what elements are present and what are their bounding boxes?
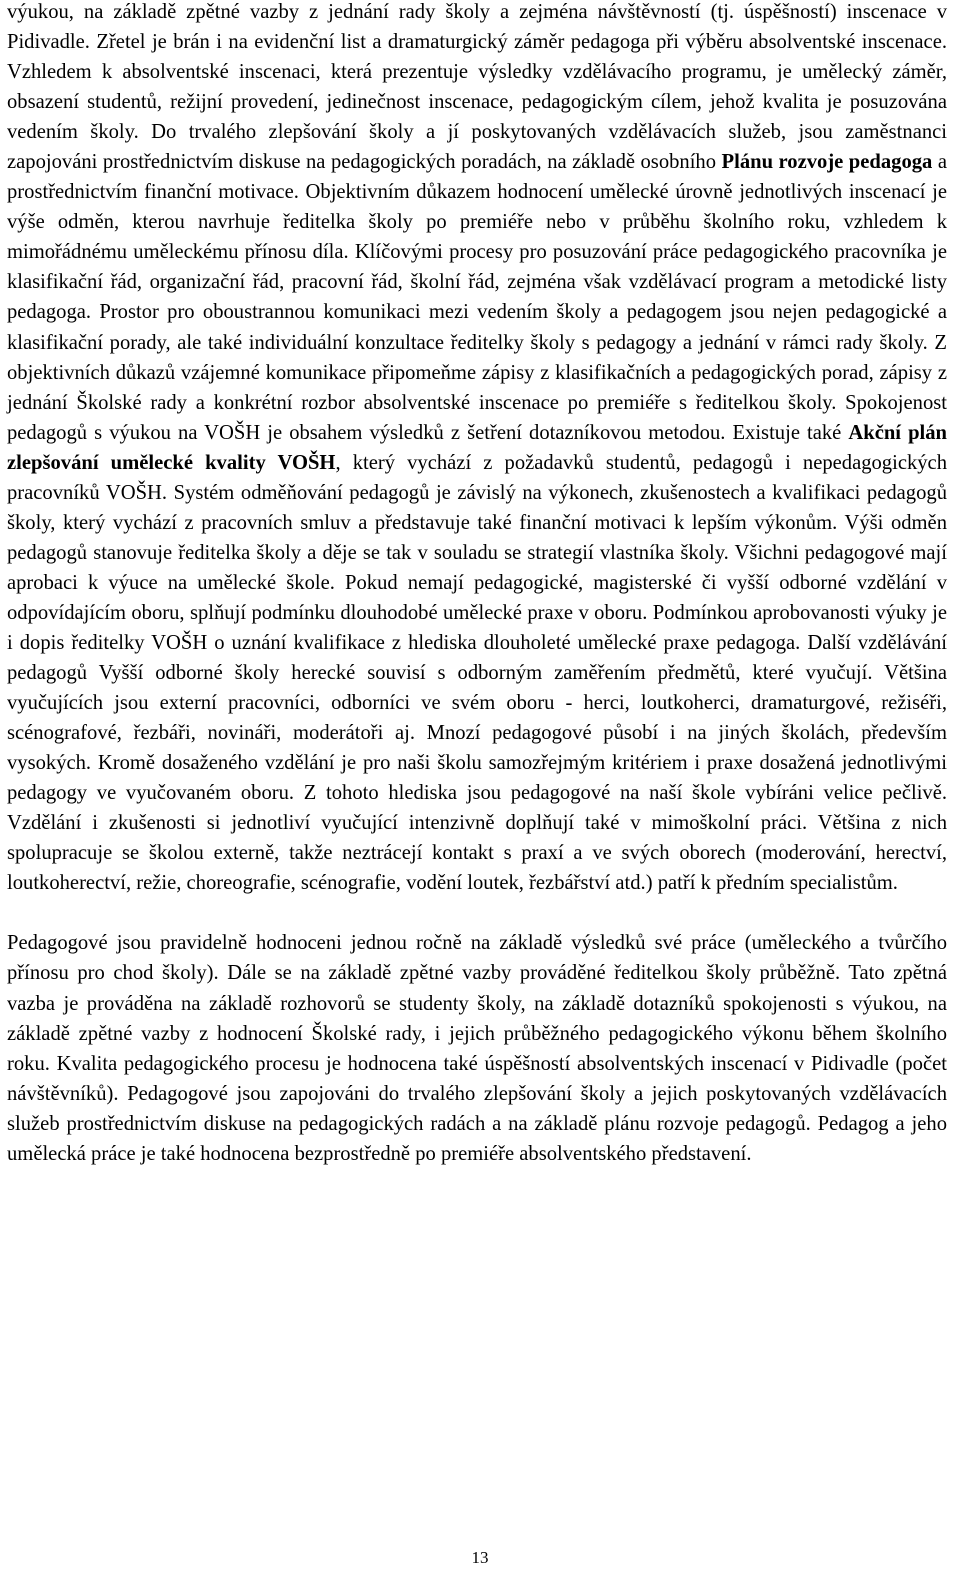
paragraph-1-text-a: výukou, na základě zpětné vazby z jednání rady školy a zejména návštěvností (tj. úspěšností) inscenace v Pidivadle. Zřetel je brán i na evidenční list a dramaturgický záměr pedagoga při výběru absolventské inscenace. Vzhledem k absolventské inscenaci, která prezentuje výsledky vzdělávacího programu, je umělecký záměr, obsazení studentů, režijní provedení, jedinečnost inscenace, pedagogickým cílem, jehož kvalita je posuzována vedením školy. Do trvalého zlepšování školy a jí poskytovaných vzdělávacích služeb, jsou zaměstnanci zapojováni prostřednictvím diskuse na pedagogických poradách, na základě osobního [7,1,947,174]
bold-term-action-plan: Akční plán zlepšování umělecké kvality VOŠH [7,421,947,474]
bold-term-development-plan: Plánu rozvoje pedagoga [721,151,933,174]
paragraph-1-text-b: a prostřednictvím finanční motivace. Objektivním důkazem hodnocení umělecké úrovně jednotlivých inscenací je výše odměn, kterou navrhuje ředitelka školy po premiéře nebo v průběhu školního roku, vzhledem k mimořádnému uměleckému přínosu díla. Klíčovými procesy pro posuzování práce pedagogického pracovníka je klasifikační řád, organizační řád, pracovní řád, školní řád, zejména však vzdělávací program a metodické listy pedagoga. Prostor pro oboustrannou komunikaci mezi vedením školy a pedagogem jsou nejen pedagogické a klasifikační porady, ale také individuální konzultace ředitelky školy s pedagogy a jednání v rámci rady školy. Z objektivních důkazů vzájemné komunikace připomeňme zápisy z klasifikačních a pedagogických porad, zápisy z jednání Školské rady a konkrétní rozbor absolventské inscenace po premiéře s ředitelkou školy. Spokojenost pedagogů s výukou na VOŠH je obsahem výsledků z šetření dotazníkovou metodou. Existuje také [7,151,947,444]
document-page [7,0,947,1169]
page-number: 13 [471,1548,489,1567]
paragraph-teacher-evaluation [7,0,947,898]
paragraph-regular-assessment: Pedagogové jsou pravidelně hodnoceni jednou ročně na základě výsledků své práce (uměleckého a tvůrčího přínosu pro chod školy). Dále se na základě zpětné vazby prováděné ředitelkou školy průběžně. Tato zpětná vazba je prováděna na základě rozhovorů se studenty školy, na základě dotazníků spokojenosti s výukou, na základě zpětné vazby z hodnocení Školské rady, i jejich průběžného pedagogického výkonu během školního roku. Kvalita pedagogického procesu je hodnocena také úspěšností absolventských inscenací v Pidivadle (počet návštěvníků). Pedagogové jsou zapojováni do trvalého zlepšování školy a jejich poskytovaných vzdělávacích služeb prostřednictvím diskuse na pedagogických radách a na základě plánu rozvoje pedagogů. Pedagog a jeho umělecká práce je také hodnocena bezprostředně po premiéře absolventského představení. [7,932,947,1165]
paragraph-1-text-c: , který vychází z požadavků studentů, pedagogů i nepedagogických pracovníků VOŠH. Systém odměňování pedagogů je závislý na výkonech, zkušenostech a kvalifikaci pedagogů školy, který vychází z pracovních smluv a představuje také finanční motivaci k lepším výkonům. Výši odměn pedagogů stanovuje ředitelka školy a děje se tak v souladu se strategií vlastníka školy. Všichni pedagogové mají aprobaci k výuce na umělecké škole. Pokud nemají pedagogické, magisterské či vyšší odborné vzdělání v odpovídajícím oboru, splňují podmínku dlouhodobé umělecké praxe v oboru. Podmínkou aprobovanosti výuky je i dopis ředitelky VOŠH o uznání kvalifikace z hlediska dlouholeté umělecké praxe pedagoga. Další vzdělávání pedagogů Vyšší odborné školy herecké souvisí s odborným zaměřením předmětů, které vyučují. Většina vyučujících jsou externí pracovníci, odborníci ve svém oboru - herci, loutkoherci, dramaturgové, režiséři, scénografové, řezbáři, novináři, moderátoři aj. Mnozí pedagogové působí i na jiných školách, především vysokých. Kromě dosaženého vzdělání je pro naši školu samozřejmým kritériem i praxe dosažená jednotlivými pedagogy ve vyučovaném oboru. Z tohoto hlediska jsou pedagogové na naší škole vybíráni velice pečlivě. Vzdělání i zkušenosti si jednotliví vyučující intenzivně doplňují také v mimoškolní práci. Většina z nich spolupracuje se školou externě, takže neztrácejí kontakt s praxí a ve svých oborech (moderování, herectví, loutkoherectví, režie, choreografie, scénografie, vodění loutek, řezbářství atd.) patří k předním specialistům. [7,451,947,895]
